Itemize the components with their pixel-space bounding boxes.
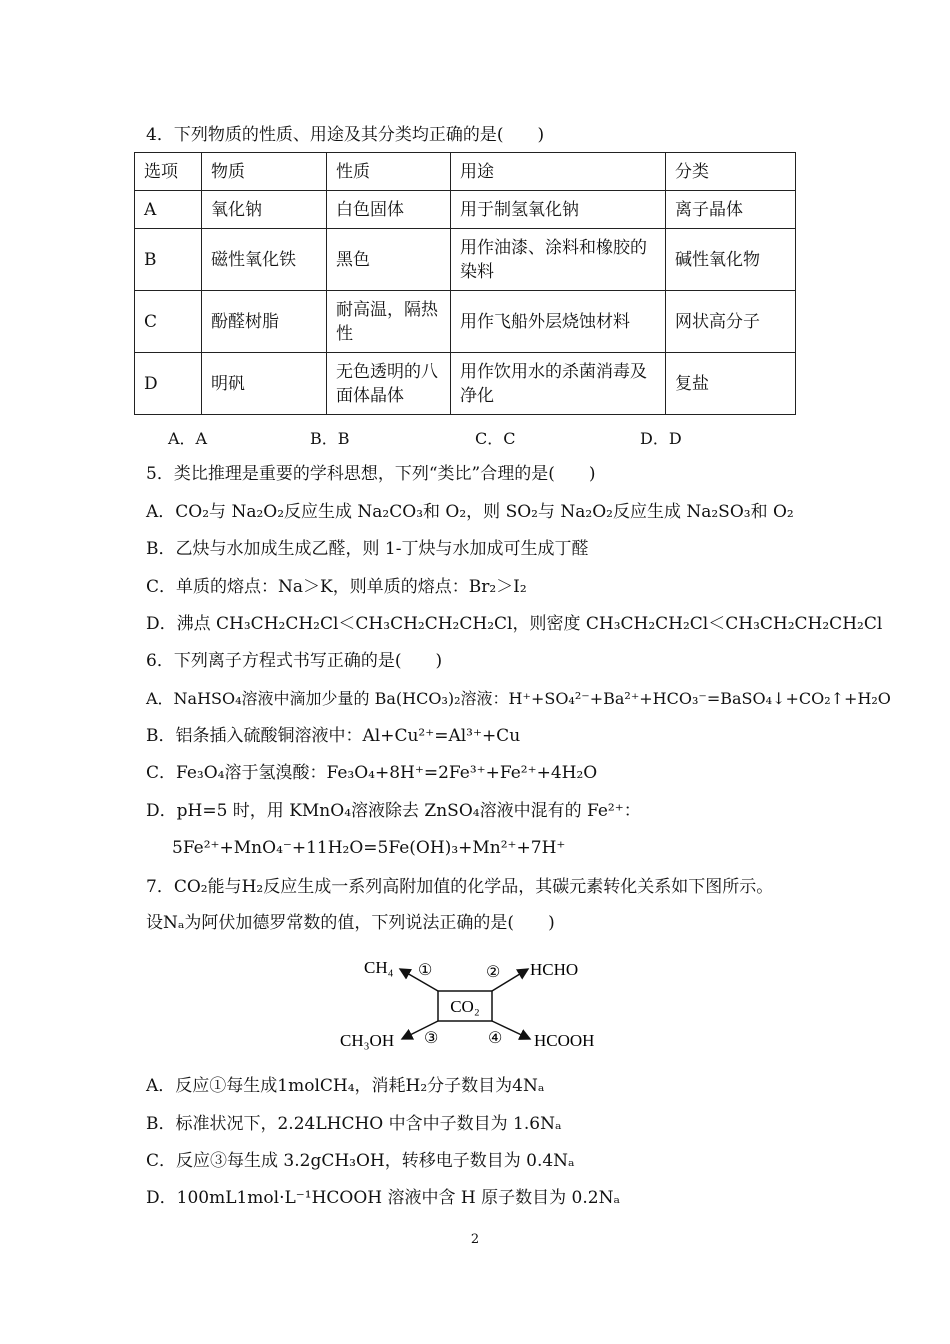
table-cell: D [135,353,202,415]
q7-option-a: A．反应①每生成1molCH₄，消耗H₂分子数目为4Nₐ [146,1076,545,1096]
q5-option-c: C．单质的熔点：Na＞K，则单质的熔点：Br₂＞I₂ [146,577,527,597]
table-cell: A [135,191,202,229]
table-cell: 用于制氢氧化钠 [451,191,666,229]
q6-option-d-equation: 5Fe²⁺+MnO₄⁻+11H₂O=5Fe(OH)₃+Mn²⁺+7H⁺ [172,838,566,858]
q6-stem: 6．下列离子方程式书写正确的是( ) [146,651,443,671]
table-header: 选项 [135,153,202,191]
q4-table [134,152,796,415]
q6-option-c: C．Fe₃O₄溶于氢溴酸：Fe₃O₄+8H⁺=2Fe³⁺+Fe²⁺+4H₂O [146,763,598,783]
q7-option-b: B．标准状况下，2.24LHCHO 中含中子数目为 1.6Nₐ [146,1114,562,1134]
table-row [135,291,796,353]
q5-stem: 5．类比推理是重要的学科思想，下列“类比”合理的是( ) [146,464,596,484]
table-cell: 白色固体 [327,191,451,229]
ch3oh-label: CH₃OH [340,1031,395,1050]
option-d: D．D [640,429,682,448]
page-number: 2 [470,1232,480,1247]
table-cell: 黑色 [327,229,451,291]
table-cell: 复盐 [666,353,796,415]
co2-conversion-diagram [340,953,612,1053]
q6-option-d: D．pH=5 时，用 KMnO₄溶液除去 ZnSO₄溶液中混有的 Fe²⁺： [146,801,641,821]
reaction-2-label: ② [486,964,501,981]
q7-stem-line1: 7．CO₂能与H₂反应生成一系列高附加值的化学品，其碳元素转化关系如下图所示。 [146,877,774,897]
q7-option-c: C．反应③每生成 3.2gCH₃OH，转移电子数目为 0.4Nₐ [146,1151,575,1171]
table-cell: 氧化钠 [202,191,327,229]
table-header: 分类 [666,153,796,191]
table-row [135,191,796,229]
table-cell: C [135,291,202,353]
option-c: C．C [475,429,516,448]
ch4-label: CH₄ [364,958,394,977]
table-cell: 离子晶体 [666,191,796,229]
q6-option-b: B．铝条插入硫酸铜溶液中：Al+Cu²⁺=Al³⁺+Cu [146,726,521,746]
reaction-3-label: ③ [424,1030,439,1047]
table-cell: 无色透明的八面体晶体 [327,353,451,415]
hcho-label: HCHO [530,960,579,979]
table-header: 用途 [451,153,666,191]
option-a: A．A [168,429,208,448]
table-cell: 用作饮用水的杀菌消毒及净化 [451,353,666,415]
option-b: B．B [310,429,350,448]
reaction-4-label: ④ [488,1030,503,1047]
table-row [135,353,796,415]
hcooh-label: HCOOH [534,1031,595,1050]
q6-option-a: A．NaHSO₄溶液中滴加少量的 Ba(HCO₃)₂溶液：H⁺+SO₄²⁻+Ba²⁺+HCO₃⁻=BaSO₄↓+CO₂↑+H₂O [146,689,891,708]
q5-option-b: B．乙炔与水加成生成乙醛，则 1-丁炔与水加成可生成丁醛 [146,539,589,559]
table-row [135,229,796,291]
table-cell: 用作油漆、涂料和橡胶的染料 [451,229,666,291]
table-cell: 碱性氧化物 [666,229,796,291]
table-cell: 耐高温，隔热性 [327,291,451,353]
co2-label: CO₂ [450,997,480,1016]
q7-stem-line2: 设Nₐ为阿伏加德罗常数的值，下列说法正确的是( ) [146,913,555,933]
table-header: 物质 [202,153,327,191]
reaction-1-label: ① [418,962,433,979]
table-cell: 用作飞船外层烧蚀材料 [451,291,666,353]
q7-option-d: D．100mL1mol·L⁻¹HCOOH 溶液中含 H 原子数目为 0.2Nₐ [146,1188,621,1208]
table-header: 性质 [327,153,451,191]
q4-stem: 4．下列物质的性质、用途及其分类均正确的是( ) [146,125,545,145]
table-cell: 磁性氧化铁 [202,229,327,291]
table-cell: B [135,229,202,291]
table-cell: 酚醛树脂 [202,291,327,353]
q5-option-d: D．沸点 CH₃CH₂CH₂Cl＜CH₃CH₂CH₂CH₂Cl，则密度 CH₃CH₂CH₂Cl＜CH₃CH₂CH₂CH₂Cl [146,614,883,634]
table-cell: 明矾 [202,353,327,415]
table-cell: 网状高分子 [666,291,796,353]
q5-option-a: A．CO₂与 Na₂O₂反应生成 Na₂CO₃和 O₂，则 SO₂与 Na₂O₂反应生成 Na₂SO₃和 O₂ [146,502,794,522]
